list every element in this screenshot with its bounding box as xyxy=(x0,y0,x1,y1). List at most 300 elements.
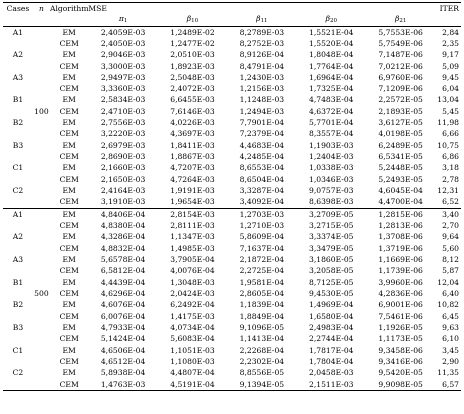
cell-mse-2: 7,7901E-04 xyxy=(239,118,285,128)
cell-n xyxy=(33,185,50,196)
header-cases: Cases xyxy=(6,3,30,13)
cell-mse-3: 2,4983E-04 xyxy=(309,323,354,333)
mse-results-table xyxy=(3,2,461,391)
cell-algorithm: EM xyxy=(62,118,76,128)
header-mse: MSE xyxy=(88,3,107,13)
cell-mse-3: 3,2709E-05 xyxy=(309,209,354,219)
cell-mse-4: 9,9098E-05 xyxy=(378,379,423,389)
table-row xyxy=(3,208,461,220)
cell-mse-0: 2,1660E-03 xyxy=(100,163,146,173)
table-body xyxy=(3,26,461,391)
cell-case xyxy=(3,266,33,277)
cell-case: B1 xyxy=(12,277,24,287)
cell-mse-0: 4,8406E-04 xyxy=(100,209,146,219)
table-row xyxy=(3,277,461,288)
table-row xyxy=(3,95,461,106)
cell-algorithm: EM xyxy=(62,255,76,265)
header-row-params xyxy=(3,14,461,26)
param-subscript: 21 xyxy=(399,18,407,25)
header-algorithm: Algorithm xyxy=(49,3,89,13)
param-subscript: 1 xyxy=(123,18,128,25)
cell-mse-3: 4,7483E-04 xyxy=(309,95,354,105)
cell-n xyxy=(33,174,50,185)
results-table-container xyxy=(3,2,461,391)
table-row xyxy=(3,300,461,311)
cell-iter: 5,09 xyxy=(442,61,459,71)
cell-n xyxy=(33,129,50,140)
cell-iter: 10,82 xyxy=(437,300,459,310)
cell-case xyxy=(3,129,33,140)
cell-algorithm: CEM xyxy=(59,61,79,71)
cell-mse-2: 2,2725E-04 xyxy=(239,266,285,276)
cell-mse-2: 1,9581E-04 xyxy=(239,277,285,287)
cell-mse-2: 3,3287E-04 xyxy=(239,186,285,196)
cell-mse-0: 4,8832E-04 xyxy=(100,243,146,253)
table-row xyxy=(3,368,461,379)
cell-algorithm: EM xyxy=(62,232,76,242)
cell-iter: 11,35 xyxy=(437,368,459,378)
cell-mse-3: 3,2715E-05 xyxy=(309,221,354,231)
cell-mse-2: 9,1394E-05 xyxy=(239,379,285,389)
cell-mse-1: 2,4072E-03 xyxy=(170,84,215,94)
header-param-4 xyxy=(366,14,435,26)
cell-mse-0: 3,3360E-03 xyxy=(100,84,146,94)
cell-iter: 9,17 xyxy=(442,50,459,60)
cell-mse-2: 7,2379E-04 xyxy=(239,129,285,139)
cell-mse-2: 1,2703E-03 xyxy=(239,209,285,219)
table-row xyxy=(3,266,461,277)
cell-case: B1 xyxy=(12,95,24,105)
cell-mse-3: 1,1903E-03 xyxy=(309,140,354,150)
cell-iter: 10,75 xyxy=(437,140,459,150)
cell-iter: 6,86 xyxy=(442,152,459,162)
cell-mse-2: 1,1839E-04 xyxy=(239,300,285,310)
table-row xyxy=(3,243,461,254)
cell-algorithm: CEM xyxy=(59,289,79,299)
cell-mse-2: 2,8605E-04 xyxy=(239,289,285,299)
cell-iter: 2,78 xyxy=(442,174,459,184)
cell-mse-3: 8,7125E-05 xyxy=(309,277,354,287)
cell-iter: 6,57 xyxy=(442,379,459,389)
param-subscript: 20 xyxy=(329,18,337,25)
cell-n xyxy=(33,322,50,333)
param-subscript: 11 xyxy=(260,18,268,25)
cell-mse-1: 4,3697E-03 xyxy=(170,129,215,139)
cell-mse-3: 1,0338E-03 xyxy=(309,163,354,173)
cell-mse-4: 1,1173E-05 xyxy=(378,334,423,344)
cell-mse-3: 9,4530E-05 xyxy=(309,289,354,299)
cell-mse-3: 1,0346E-03 xyxy=(309,174,354,184)
cell-mse-2: 1,8849E-04 xyxy=(239,311,285,321)
table-row xyxy=(3,311,461,322)
cell-algorithm: CEM xyxy=(59,106,79,116)
header-iter: ITER xyxy=(439,3,459,13)
cell-mse-2: 8,6553E-04 xyxy=(239,163,285,173)
cell-mse-2: 1,2156E-03 xyxy=(239,84,285,94)
cell-mse-3: 3,3479E-05 xyxy=(309,243,354,253)
cell-mse-2: 3,4092E-04 xyxy=(239,197,285,207)
header-blank-iter xyxy=(435,14,461,26)
param-symbol: π xyxy=(118,14,124,24)
table-row xyxy=(3,163,461,174)
cell-case: A1 xyxy=(12,27,24,37)
cell-n xyxy=(33,49,50,60)
cell-algorithm: EM xyxy=(62,72,76,82)
cell-mse-3: 1,5520E-04 xyxy=(309,38,354,48)
cell-mse-4: 3,6127E-05 xyxy=(378,118,423,128)
header-n xyxy=(33,3,50,15)
cell-mse-4: 1,1669E-06 xyxy=(378,255,423,265)
cell-n xyxy=(33,368,50,379)
cell-mse-0: 4,4439E-04 xyxy=(100,277,146,287)
cell-mse-4: 4,0198E-05 xyxy=(378,129,423,139)
cell-mse-4: 7,0212E-06 xyxy=(378,61,423,71)
cell-mse-1: 2,5048E-03 xyxy=(170,72,215,82)
cell-mse-0: 4,6296E-04 xyxy=(100,289,146,299)
cell-mse-3: 1,4969E-04 xyxy=(309,300,354,310)
cell-iter: 5,45 xyxy=(442,106,459,116)
cell-case: B3 xyxy=(12,140,24,150)
cell-iter: 6,45 xyxy=(442,311,459,321)
cell-mse-2: 2,2302E-04 xyxy=(239,357,285,367)
cell-mse-4: 4,4700E-04 xyxy=(378,197,423,207)
cell-mse-3: 1,7804E-04 xyxy=(309,357,354,367)
cell-mse-4: 1,1739E-06 xyxy=(378,266,423,276)
cell-case: C2 xyxy=(12,186,24,196)
cell-mse-0: 6,5812E-04 xyxy=(100,266,146,276)
cell-mse-3: 1,2404E-03 xyxy=(309,152,354,162)
cell-algorithm: EM xyxy=(62,345,76,355)
cell-algorithm: EM xyxy=(62,50,76,60)
cell-n xyxy=(33,72,50,83)
cell-mse-0: 3,3000E-03 xyxy=(100,61,146,71)
cell-mse-0: 4,3286E-04 xyxy=(100,232,146,242)
cell-n xyxy=(33,140,50,151)
cell-algorithm: CEM xyxy=(59,129,79,139)
cell-mse-4: 1,2815E-06 xyxy=(378,209,423,219)
cell-algorithm: CEM xyxy=(59,243,79,253)
cell-iter: 8,12 xyxy=(442,255,459,265)
param-symbol: β xyxy=(186,14,192,24)
cell-mse-4: 1,2813E-06 xyxy=(378,221,423,231)
cell-mse-4: 5,7553E-06 xyxy=(378,27,423,37)
cell-n xyxy=(33,300,50,311)
cell-mse-2: 1,2494E-03 xyxy=(239,106,285,116)
table-row xyxy=(3,49,461,60)
table-row xyxy=(3,345,461,356)
cell-mse-4: 2,1893E-05 xyxy=(378,106,423,116)
cell-mse-2: 9,1096E-05 xyxy=(239,323,285,333)
param-symbol: β xyxy=(256,14,261,24)
cell-mse-4: 4,2836E-06 xyxy=(378,289,423,299)
cell-iter: 9,45 xyxy=(442,72,459,82)
cell-iter: 6,04 xyxy=(442,84,459,94)
cell-mse-2: 1,1248E-03 xyxy=(239,95,285,105)
cell-n xyxy=(33,334,50,345)
cell-mse-2: 5,8609E-04 xyxy=(239,232,285,242)
header-param-2 xyxy=(227,14,296,26)
cell-mse-0: 1,4763E-03 xyxy=(100,379,146,389)
cell-case xyxy=(3,220,33,231)
cell-mse-1: 1,4985E-03 xyxy=(170,243,215,253)
cell-mse-3: 3,3374E-05 xyxy=(309,232,354,242)
cell-mse-4: 3,9960E-06 xyxy=(378,277,423,287)
cell-n xyxy=(33,311,50,322)
cell-iter: 13,04 xyxy=(437,95,459,105)
cell-mse-1: 6,2492E-04 xyxy=(170,300,215,310)
cell-mse-3: 5,7701E-04 xyxy=(309,118,354,128)
cell-mse-1: 4,7207E-03 xyxy=(170,163,215,173)
cell-mse-0: 2,4164E-03 xyxy=(100,186,146,196)
cell-case: A3 xyxy=(12,255,24,265)
table-row xyxy=(3,232,461,243)
table-row xyxy=(3,151,461,162)
cell-n xyxy=(33,277,50,288)
table-row xyxy=(3,356,461,367)
cell-mse-0: 2,4050E-03 xyxy=(100,38,146,48)
header-n-label: n xyxy=(38,3,44,13)
table-row xyxy=(3,117,461,128)
cell-mse-3: 4,6372E-04 xyxy=(309,106,354,116)
table-row xyxy=(3,379,461,391)
cell-mse-1: 1,8867E-03 xyxy=(170,152,215,162)
cell-mse-3: 1,5521E-04 xyxy=(309,27,354,37)
cell-n xyxy=(33,83,50,94)
cell-n: 100 xyxy=(34,106,49,116)
cell-mse-1: 4,0226E-03 xyxy=(170,118,215,128)
cell-case xyxy=(3,106,33,117)
table-row xyxy=(3,129,461,140)
param-symbol: β xyxy=(394,14,400,24)
table-row xyxy=(3,38,461,49)
cell-mse-3: 2,0458E-03 xyxy=(309,368,354,378)
cell-mse-1: 1,1080E-03 xyxy=(170,357,215,367)
cell-case xyxy=(3,38,33,49)
cell-mse-0: 5,6578E-04 xyxy=(100,255,146,265)
cell-iter: 6,10 xyxy=(442,334,459,344)
cell-algorithm: CEM xyxy=(59,357,79,367)
table-row xyxy=(3,220,461,231)
cell-algorithm: EM xyxy=(62,300,76,310)
cell-mse-3: 1,6580E-04 xyxy=(309,311,354,321)
cell-n xyxy=(33,117,50,128)
table-row xyxy=(3,254,461,265)
cell-mse-4: 1,1926E-05 xyxy=(378,323,423,333)
cell-iter: 12,31 xyxy=(437,186,459,196)
cell-mse-2: 1,2430E-03 xyxy=(239,72,285,82)
cell-mse-0: 4,6512E-04 xyxy=(100,357,146,367)
cell-mse-4: 5,7549E-06 xyxy=(378,38,423,48)
cell-algorithm: CEM xyxy=(59,311,79,321)
cell-algorithm: EM xyxy=(62,186,76,196)
cell-iter: 3,45 xyxy=(442,345,459,355)
cell-mse-1: 1,1347E-03 xyxy=(170,232,215,242)
header-blank-cases xyxy=(3,14,33,26)
header-row-1 xyxy=(3,3,461,15)
cell-iter: 9,64 xyxy=(442,232,459,242)
cell-mse-4: 9,5420E-05 xyxy=(378,368,423,378)
cell-n xyxy=(33,220,50,231)
header-param-3 xyxy=(297,14,366,26)
cell-mse-4: 7,1209E-06 xyxy=(378,84,423,94)
table-row xyxy=(3,72,461,83)
cell-iter: 9,63 xyxy=(442,323,459,333)
cell-mse-1: 1,8923E-03 xyxy=(170,61,215,71)
cell-n xyxy=(33,151,50,162)
cell-algorithm: CEM xyxy=(59,174,79,184)
cell-mse-2: 4,2485E-04 xyxy=(239,152,285,162)
cell-mse-1: 7,6146E-03 xyxy=(170,106,215,116)
cell-iter: 5,87 xyxy=(442,266,459,276)
cell-iter: 2,84 xyxy=(442,27,459,37)
cell-mse-3: 2,1511E-03 xyxy=(309,379,354,389)
cell-algorithm: CEM xyxy=(59,152,79,162)
table-row xyxy=(3,140,461,151)
cell-mse-2: 7,1637E-04 xyxy=(239,243,285,253)
cell-mse-0: 2,9046E-03 xyxy=(100,50,146,60)
table-row xyxy=(3,334,461,345)
cell-case: A2 xyxy=(12,232,24,242)
cell-case: A3 xyxy=(12,72,24,82)
cell-mse-0: 2,4710E-03 xyxy=(100,106,146,116)
cell-mse-3: 3,1860E-05 xyxy=(309,255,354,265)
cell-n xyxy=(33,254,50,265)
cell-mse-1: 1,1051E-03 xyxy=(170,345,215,355)
cell-mse-1: 1,9191E-03 xyxy=(170,186,215,196)
cell-mse-4: 4,6045E-04 xyxy=(378,186,423,196)
cell-mse-2: 8,9126E-04 xyxy=(239,50,285,60)
cell-mse-2: 1,1413E-04 xyxy=(239,334,285,344)
cell-n: 500 xyxy=(34,289,49,299)
cell-mse-3: 1,6964E-04 xyxy=(309,72,354,82)
cell-mse-1: 4,5191E-04 xyxy=(170,379,215,389)
cell-mse-4: 2,2572E-05 xyxy=(378,95,423,105)
cell-mse-0: 3,2220E-03 xyxy=(100,129,146,139)
cell-case xyxy=(3,243,33,254)
table-row xyxy=(3,83,461,94)
cell-case xyxy=(3,288,33,299)
cell-case: C1 xyxy=(12,345,24,355)
cell-iter: 2,90 xyxy=(442,357,459,367)
cell-iter: 5,60 xyxy=(442,243,459,253)
cell-case: B3 xyxy=(12,323,24,333)
cell-case xyxy=(3,379,33,391)
cell-mse-0: 3,1910E-03 xyxy=(100,197,146,207)
table-row xyxy=(3,106,461,117)
cell-n xyxy=(33,61,50,72)
header-blank-n xyxy=(33,14,50,26)
cell-algorithm: CEM xyxy=(59,38,79,48)
cell-algorithm: EM xyxy=(62,27,76,37)
table-row xyxy=(3,197,461,209)
cell-mse-1: 2,8111E-03 xyxy=(170,221,215,231)
cell-mse-2: 8,2789E-03 xyxy=(239,27,285,37)
cell-mse-3: 1,7764E-04 xyxy=(309,61,354,71)
param-symbol: β xyxy=(325,14,330,24)
cell-case xyxy=(3,356,33,367)
cell-mse-1: 1,2477E-02 xyxy=(170,38,215,48)
cell-mse-3: 1,7817E-04 xyxy=(309,345,354,355)
cell-case xyxy=(3,61,33,72)
cell-iter: 12,04 xyxy=(437,277,459,287)
header-param-0 xyxy=(88,14,157,26)
cell-case xyxy=(3,197,33,209)
cell-case: A1 xyxy=(12,209,24,219)
header-blank-alg xyxy=(50,14,88,26)
table-header xyxy=(3,3,461,27)
cell-n xyxy=(33,38,50,49)
cell-case xyxy=(3,83,33,94)
cell-case xyxy=(3,311,33,322)
cell-algorithm: EM xyxy=(62,368,76,378)
cell-mse-4: 7,5461E-06 xyxy=(378,311,423,321)
cell-mse-2: 2,2268E-04 xyxy=(239,345,285,355)
cell-iter: 2,70 xyxy=(442,221,459,231)
table-row xyxy=(3,26,461,38)
table-row xyxy=(3,322,461,333)
cell-mse-4: 6,9760E-06 xyxy=(378,72,423,82)
cell-mse-4: 6,9001E-06 xyxy=(378,300,423,310)
cell-mse-1: 3,7905E-04 xyxy=(170,255,215,265)
cell-mse-2: 8,2752E-03 xyxy=(239,38,285,48)
cell-mse-3: 1,7325E-04 xyxy=(309,84,354,94)
cell-algorithm: EM xyxy=(62,209,76,219)
cell-mse-0: 6,0076E-04 xyxy=(100,311,146,321)
cell-mse-4: 9,3416E-06 xyxy=(378,357,423,367)
cell-n xyxy=(33,345,50,356)
cell-algorithm: CEM xyxy=(59,379,79,389)
cell-iter: 6,52 xyxy=(442,197,459,207)
cell-mse-2: 4,4683E-04 xyxy=(239,140,285,150)
cell-mse-0: 4,8380E-04 xyxy=(100,221,146,231)
cell-mse-1: 4,0734E-04 xyxy=(170,323,215,333)
cell-mse-0: 4,6076E-04 xyxy=(100,300,146,310)
cell-case xyxy=(3,151,33,162)
cell-mse-0: 4,7933E-04 xyxy=(100,323,146,333)
cell-mse-4: 9,3458E-06 xyxy=(378,345,423,355)
cell-mse-1: 2,0424E-03 xyxy=(170,289,215,299)
cell-n xyxy=(33,95,50,106)
cell-n xyxy=(33,356,50,367)
cell-case xyxy=(3,334,33,345)
cell-mse-4: 1,3708E-06 xyxy=(378,232,423,242)
cell-mse-0: 2,4059E-03 xyxy=(100,27,146,37)
cell-mse-4: 5,2493E-05 xyxy=(378,174,423,184)
cell-algorithm: EM xyxy=(62,140,76,150)
cell-algorithm: EM xyxy=(62,95,76,105)
cell-mse-3: 1,8048E-04 xyxy=(309,50,354,60)
cell-mse-1: 1,3048E-03 xyxy=(170,277,215,287)
cell-iter: 3,18 xyxy=(442,163,459,173)
cell-mse-2: 1,2710E-03 xyxy=(239,221,285,231)
cell-mse-4: 1,3719E-06 xyxy=(378,243,423,253)
cell-algorithm: CEM xyxy=(59,334,79,344)
cell-case: C1 xyxy=(12,163,24,173)
table-row xyxy=(3,174,461,185)
cell-mse-1: 2,8154E-03 xyxy=(170,209,215,219)
cell-mse-4: 6,5341E-05 xyxy=(378,152,423,162)
cell-mse-0: 2,7556E-03 xyxy=(100,118,146,128)
cell-case: C2 xyxy=(12,368,24,378)
table-row xyxy=(3,185,461,196)
cell-mse-1: 6,6455E-03 xyxy=(170,95,215,105)
cell-mse-1: 2,0510E-03 xyxy=(170,50,215,60)
param-subscript: 10 xyxy=(191,18,199,25)
cell-mse-3: 8,6398E-03 xyxy=(309,197,354,207)
cell-mse-1: 1,9654E-03 xyxy=(170,197,215,207)
cell-mse-1: 4,0076E-04 xyxy=(170,266,215,276)
cell-iter: 11,98 xyxy=(437,118,459,128)
